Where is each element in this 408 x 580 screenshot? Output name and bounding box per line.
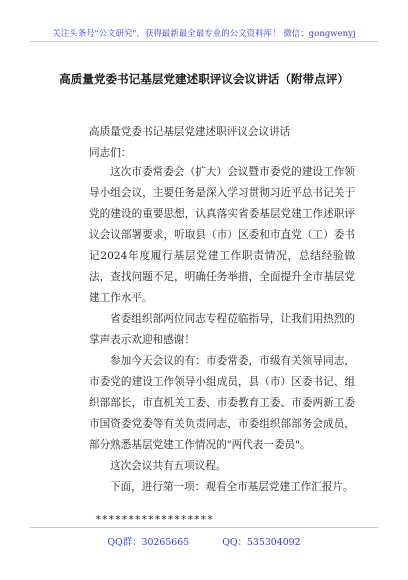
- paragraph-attendees: 参加今天会议的有：市委常委，市级有关领导同志，市委党的建设工作领导小组成员，县（市）区委书记、组织部部长，市直机关工委、市委教育工委、市委两新工委市国资委党委等有关负责同志，市委组织部部务会成员，部分熟悉基层党建工作情况的"两代表一委员"。: [89, 355, 355, 451]
- star-separator: ******************: [95, 514, 214, 526]
- paragraph-welcome: 省委组织部两位同志专程莅临指导，让我们用热烈的掌声表示欢迎和感谢！: [89, 313, 355, 346]
- header-banner: 关注头条号"公文研究"，获得最新最全最专业的公文资料库！ 微信：gongwenyj: [52, 28, 356, 38]
- qq-group-text: QQ群：30265665: [107, 537, 190, 548]
- salutation: 同志们：: [89, 147, 132, 159]
- footer: [0, 534, 408, 548]
- header-divider: [30, 41, 378, 42]
- speech-subtitle: 高质量党委书记基层党建述职评议会议讲话: [89, 126, 291, 138]
- footer-divider: [30, 527, 378, 528]
- paragraph-first-item: 下面，进行第一项：观看全市基层党建工作汇报片。: [110, 481, 354, 493]
- paragraph-meeting-purpose: 这次市委常委会（扩大）会议暨市委党的建设工作领导小组会议，主要任务是深入学习贯彻习近平总书记关于党的建设的重要思想，认真落实省委基层党建工作述职评议会议部署要求，听取县（市）区委和市直党（工）委书记2024年度履行基层党建工作职责情况，总结经验做法，查找问题不足，明确任务举措，全面提升全市基层党建工作水平。: [89, 166, 355, 304]
- paragraph-agenda-count: 这次会议共有五项议程。: [110, 460, 227, 472]
- qq-contact-text: QQ：535304092: [222, 537, 301, 548]
- document-title: 高质量党委书记基层党建述职评议会议讲话（附带点评）: [59, 72, 349, 86]
